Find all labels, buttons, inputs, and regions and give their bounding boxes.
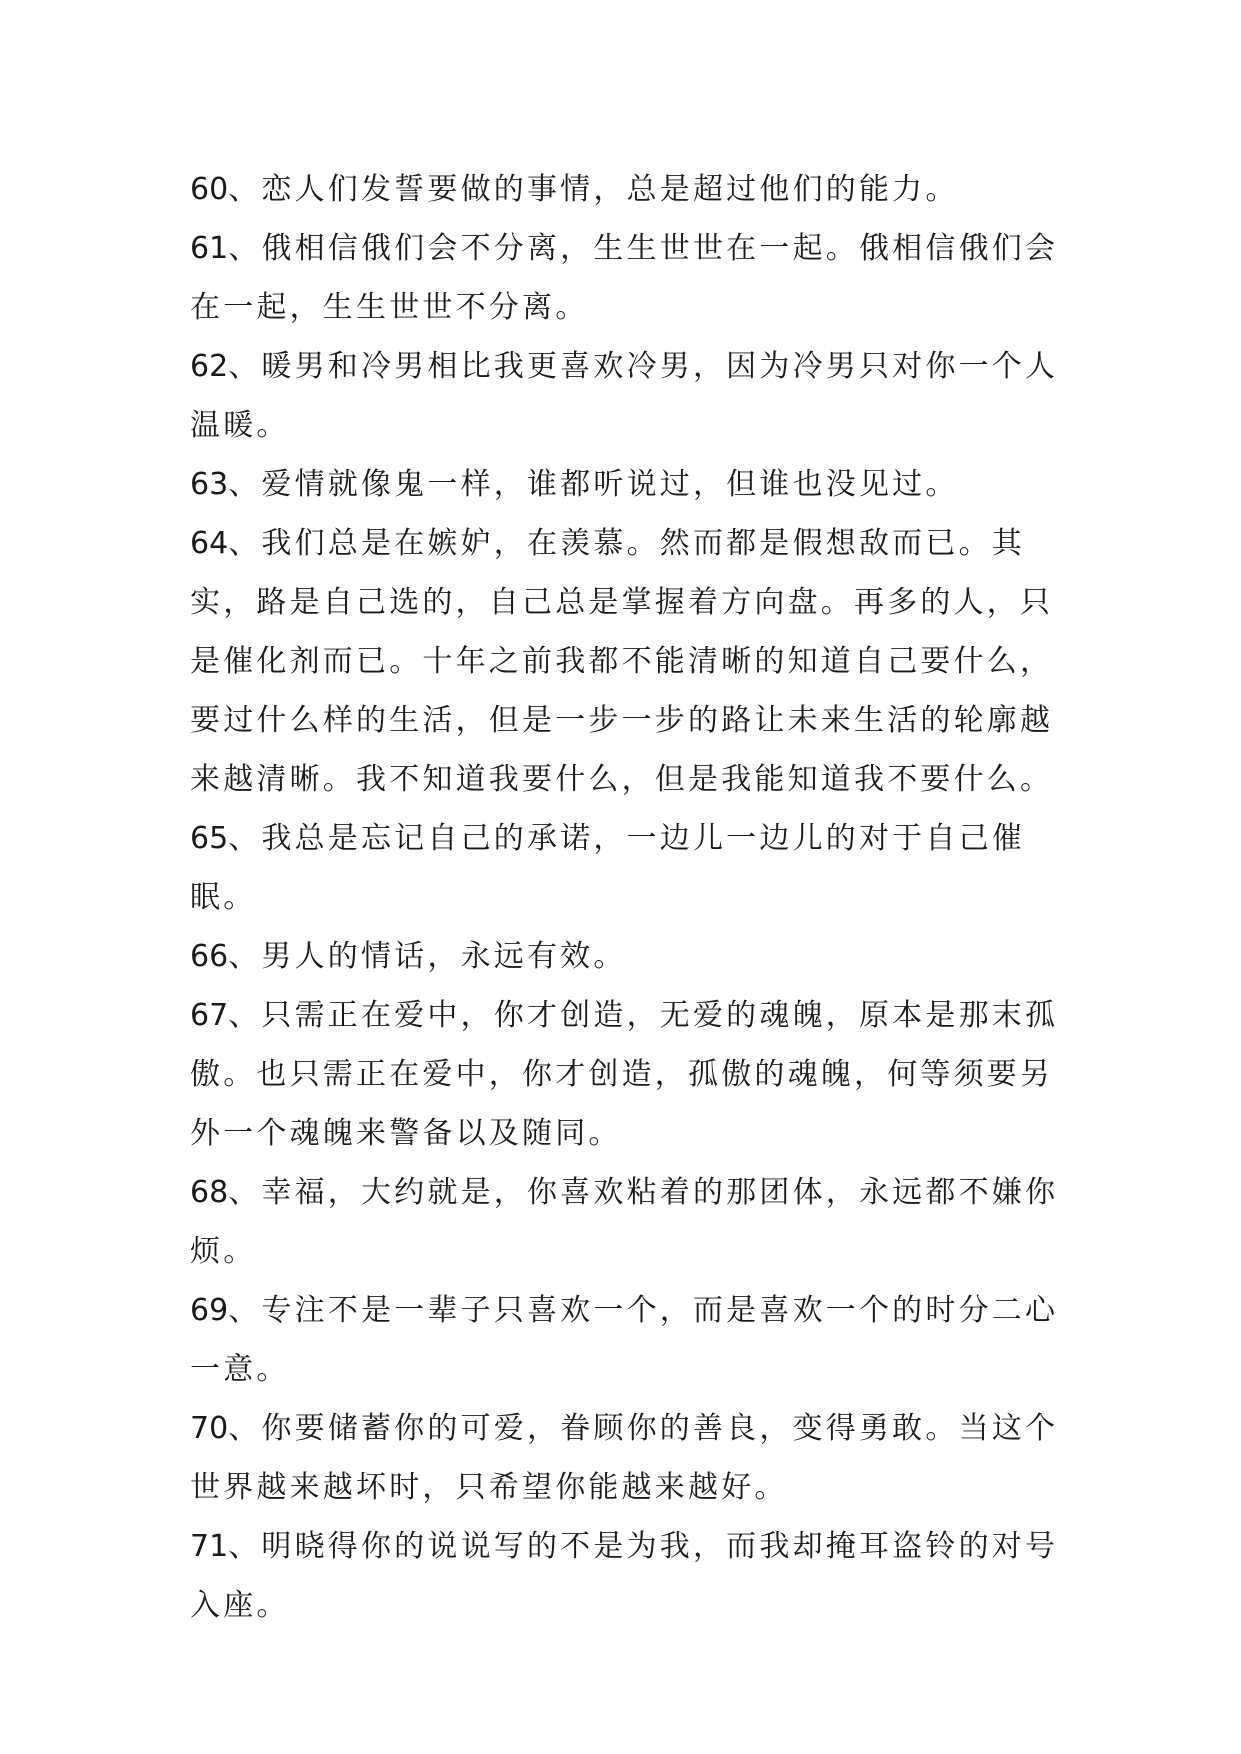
entry-text: 、明晓得你的说说写的不是为我，而我却掩耳盗铃的对号入座。 bbox=[190, 1529, 1059, 1623]
entry-number: 61 bbox=[190, 231, 229, 266]
quote-entry-71 bbox=[190, 1517, 1060, 1635]
entry-number: 67 bbox=[190, 998, 229, 1033]
entry-text: 、暖男和冷男相比我更喜欢冷男，因为冷男只对你一个人温暖。 bbox=[190, 349, 1059, 443]
entry-number: 62 bbox=[190, 349, 229, 384]
entry-text: 、俄相信俄们会不分离，生生世世在一起。俄相信俄们会在一起，生生世世不分离。 bbox=[190, 231, 1059, 325]
entry-number: 69 bbox=[190, 1293, 229, 1328]
entry-number: 60 bbox=[190, 172, 229, 207]
quote-entry-70 bbox=[190, 1399, 1060, 1517]
entry-number: 63 bbox=[190, 467, 229, 502]
quote-entry-64 bbox=[190, 514, 1060, 809]
entry-number: 65 bbox=[190, 821, 229, 856]
quote-entry-68 bbox=[190, 1163, 1060, 1281]
quote-entry-66 bbox=[190, 927, 1060, 986]
entry-text: 、我总是忘记自己的承诺，一边儿一边儿的对于自己催眠。 bbox=[190, 821, 1025, 915]
entry-number: 71 bbox=[190, 1529, 229, 1564]
quote-entry-65 bbox=[190, 809, 1060, 927]
entry-number: 68 bbox=[190, 1175, 229, 1210]
quote-entry-62 bbox=[190, 337, 1060, 455]
quote-entry-61 bbox=[190, 219, 1060, 337]
entry-number: 64 bbox=[190, 526, 229, 561]
entry-text: 、男人的情话，永远有效。 bbox=[228, 939, 627, 974]
entry-text: 、幸福，大约就是，你喜欢粘着的那团体，永远都不嫌你烦。 bbox=[190, 1175, 1059, 1269]
quote-entry-63 bbox=[190, 455, 1060, 514]
entry-text: 、只需正在爱中，你才创造，无爱的魂魄，原本是那末孤傲。也只需正在爱中，你才创造，孤傲的魂魄，何等须要另外一个魂魄来警备以及随同。 bbox=[190, 998, 1059, 1151]
entry-text: 、专注不是一辈子只喜欢一个，而是喜欢一个的时分二心一意。 bbox=[190, 1293, 1059, 1387]
entry-text: 、恋人们发誓要做的事情，总是超过他们的能力。 bbox=[228, 172, 959, 207]
entry-text: 、我们总是在嫉妒，在羡慕。然而都是假想敌而已。其实，路是自己选的，自己总是掌握着方向盘。再多的人，只是催化剂而已。十年之前我都不能清晰的知道自己要什么，要过什么样的生活，但是一步一步的路让未来生活的轮廓越来越清晰。我不知道我要什么，但是我能知道我不要什么。 bbox=[190, 526, 1054, 797]
quote-list bbox=[190, 160, 1060, 1635]
quote-entry-69 bbox=[190, 1281, 1060, 1399]
quote-entry-67 bbox=[190, 986, 1060, 1163]
entry-text: 、你要储蓄你的可爱，眷顾你的善良，变得勇敢。当这个世界越来越坏时，只希望你能越来越好。 bbox=[190, 1411, 1059, 1505]
quote-entry-60 bbox=[190, 160, 1060, 219]
entry-number: 70 bbox=[190, 1411, 229, 1446]
entry-text: 、爱情就像鬼一样，谁都听说过，但谁也没见过。 bbox=[228, 467, 959, 502]
entry-number: 66 bbox=[190, 939, 229, 974]
